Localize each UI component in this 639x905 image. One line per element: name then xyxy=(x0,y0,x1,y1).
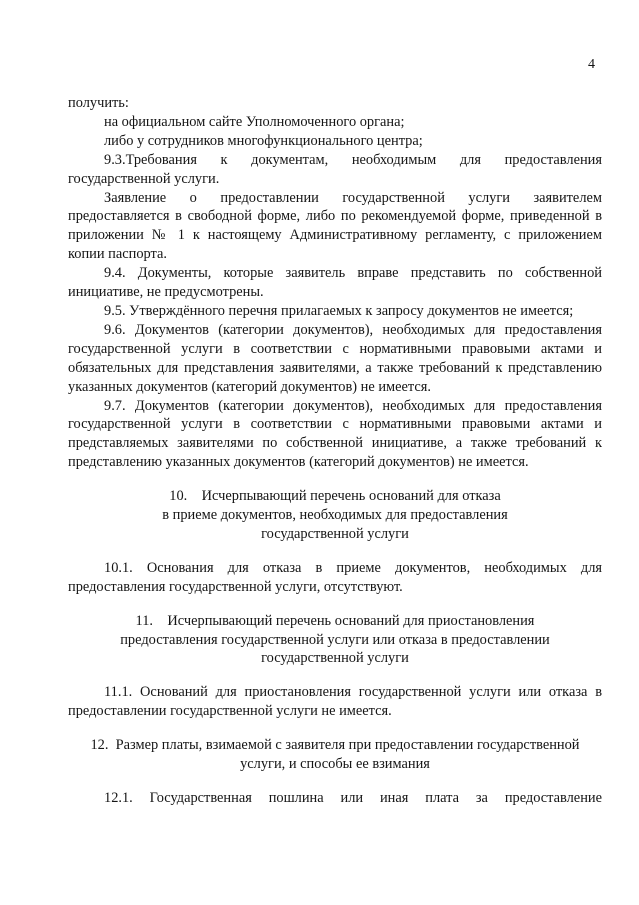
spacer xyxy=(68,472,602,487)
paragraph: 10.1. Основания для отказа в приеме документов, необходимых для предоставления государственной услуги, отсутствуют. xyxy=(68,559,602,595)
spacer xyxy=(68,544,602,559)
heading-line: государственной услуги xyxy=(261,650,409,667)
paragraph: 9.6. Документов (категории документов), необходимых для предоставления государственной услуги в соответствии с нормативными правовыми актами и обязательных для представления заявителями, а также требований к представлению указанных документов (категорий документов) не имеется. xyxy=(68,321,602,395)
heading-line: 10. Исчерпывающий перечень оснований для отказа xyxy=(169,488,501,505)
paragraph: 9.7. Документов (категории документов), необходимых для предоставления государственной услуги в соответствии с нормативными правовыми актами и представляемых заявителями по собственной инициативе, а также требований к представлению указанных документов (категорий документов) не имеется. xyxy=(68,397,602,471)
spacer xyxy=(68,668,602,683)
section-heading-12 xyxy=(68,736,602,774)
heading-line: в приеме документов, необходимых для предоставления xyxy=(162,507,508,524)
heading-line: государственной услуги xyxy=(261,525,409,542)
spacer xyxy=(68,721,602,736)
page-number: 4 xyxy=(588,57,595,72)
heading-line: услуги, и способы ее взимания xyxy=(240,756,430,773)
section-heading-10 xyxy=(68,487,602,544)
document-body xyxy=(68,94,602,808)
spacer xyxy=(68,774,602,789)
paragraph: 9.4. Документы, которые заявитель вправе представить по собственной инициативе, не предусмотрены. xyxy=(68,265,602,301)
heading-line: 11. Исчерпывающий перечень оснований для приостановления xyxy=(135,612,535,629)
paragraph: 9.3.Требования к документам, необходимым для предоставления государственной услуги. xyxy=(68,151,602,187)
paragraph: 9.5. Утверждённого перечня прилагаемых к запросу документов не имеется; xyxy=(104,302,574,319)
paragraph: либо у сотрудников многофункционального центра; xyxy=(104,132,423,149)
paragraph: Заявление о предоставлении государственной услуги заявителем предоставляется в свободной форме, либо по рекомендуемой форме, приведенной в приложении № 1 к настоящему Административному регламенту, с приложением копии паспорта. xyxy=(68,189,602,263)
heading-line: 12. Размер платы, взимаемой с заявителя при предоставлении государственной xyxy=(90,737,580,754)
section-heading-11 xyxy=(68,612,602,669)
paragraph: 11.1. Оснований для приостановления государственной услуги или отказа в предоставлении государственной услуги не имеется. xyxy=(68,684,602,720)
spacer xyxy=(68,597,602,612)
paragraph: получить: xyxy=(68,95,129,111)
paragraph: 12.1. Государственная пошлина или иная плата за предоставление xyxy=(104,790,602,806)
heading-line: предоставления государственной услуги или отказа в предоставлении xyxy=(120,631,550,648)
paragraph: на официальном сайте Уполномоченного органа; xyxy=(104,113,405,130)
